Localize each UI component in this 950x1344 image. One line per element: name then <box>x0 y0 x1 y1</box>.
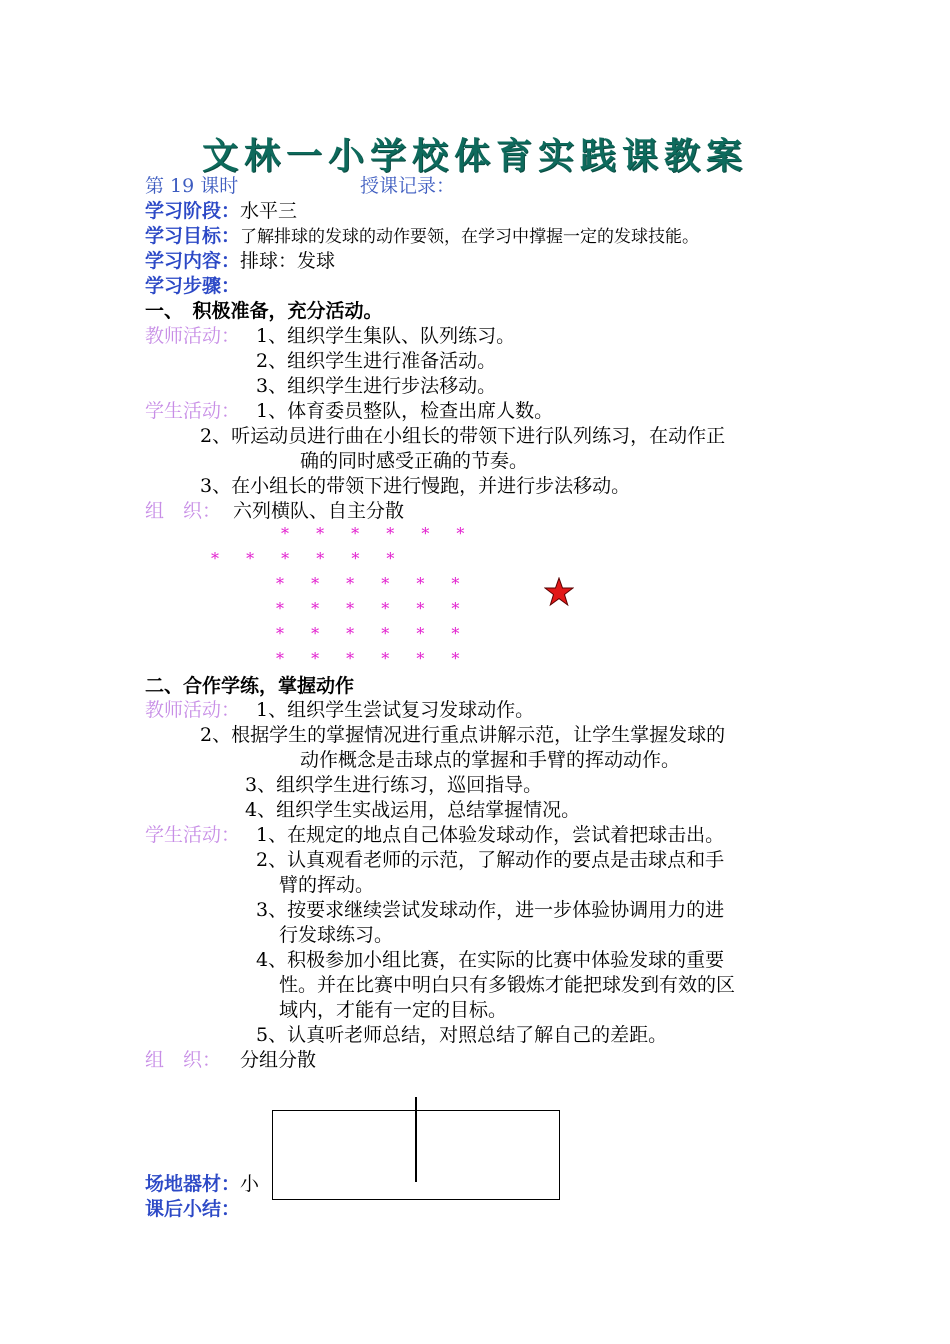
court-net-line <box>415 1097 417 1182</box>
stage-value: 水平三 <box>240 200 298 222</box>
stage-row <box>145 199 297 223</box>
section2-teacher-item: 4、组织学生实战运用，总结掌握情况。 <box>245 799 581 821</box>
equipment-value: 小 <box>240 1173 260 1195</box>
section1-student-item: 2、听运动员进行曲在小组长的带领下进行队列练习，在动作正 <box>200 425 726 447</box>
section2-student-item: 臂的挥动。 <box>279 874 375 896</box>
section2-heading: 二、合作学练，掌握动作 <box>145 675 355 697</box>
lesson-record-label: 授课记录： <box>360 175 456 197</box>
summary-label: 课后小结： <box>145 1198 241 1220</box>
section1-student-item: 1、体育委员整队，检查出席人数。 <box>256 400 554 422</box>
content-label: 学习内容： <box>145 250 241 272</box>
section2-teacher-item: 动作概念是击球点的掌握和手臂的挥动动作。 <box>300 749 681 771</box>
section1-student-label: 学生活动： <box>145 400 241 422</box>
equipment-label: 场地器材： <box>145 1173 241 1195</box>
section1-org-label: 组 织： <box>145 500 222 522</box>
section2-org-label: 组 织： <box>145 1049 222 1071</box>
goal-row <box>145 224 699 249</box>
stage-label: 学习阶段： <box>145 200 241 222</box>
section2-student-item: 2、认真观看老师的示范，了解动作的要点是击球点和手 <box>256 849 725 871</box>
section1-teacher-item: 2、组织学生进行准备活动。 <box>256 350 497 372</box>
section2-teacher-label: 教师活动： <box>145 699 241 721</box>
goal-label: 学习目标： <box>145 225 241 247</box>
formation-row: * * * * * * <box>276 599 471 618</box>
equipment-row <box>145 1172 259 1196</box>
section1-student-item: 确的同时感受正确的节奏。 <box>300 450 529 472</box>
section2-student-item: 3、按要求继续尝试发球动作，进一步体验协调用力的进 <box>256 899 725 921</box>
section2-student-item: 1、在规定的地点自己体验发球动作，尝试着把球击出。 <box>256 824 725 846</box>
formation-row: * * * * * * <box>211 549 406 568</box>
page-title: 文林一小学校体育实践课教案 <box>201 135 748 177</box>
formation-row: * * * * * * <box>276 624 471 643</box>
section2-student-item: 域内，才能有一定的目标。 <box>279 999 508 1021</box>
section1-teacher-item: 1、组织学生集队、队列练习。 <box>256 325 516 347</box>
section1-org-value: 六列横队、自主分散 <box>233 500 405 522</box>
lesson-number: 第 19 课时 <box>145 175 239 197</box>
formation-row: * * * * * * <box>281 524 476 543</box>
section1-teacher-label: 教师活动： <box>145 325 241 347</box>
section1-heading: 一、 积极准备，充分活动。 <box>145 300 383 322</box>
section2-teacher-item: 2、根据学生的掌握情况进行重点讲解示范，让学生掌握发球的 <box>200 724 726 746</box>
teacher-star-icon <box>544 577 574 607</box>
section2-teacher-item: 3、组织学生进行练习，巡回指导。 <box>245 774 543 796</box>
formation-row: * * * * * * <box>276 649 471 668</box>
section2-student-label: 学生活动： <box>145 824 241 846</box>
section1-student-item: 3、在小组长的带领下进行慢跑，并进行步法移动。 <box>200 475 631 497</box>
section2-student-item: 行发球练习。 <box>279 924 394 946</box>
section2-student-item: 4、积极参加小组比赛，在实际的比赛中体验发球的重要 <box>256 949 725 971</box>
content-row <box>145 249 335 273</box>
goal-value: 了解排球的发球的动作要领，在学习中撑握一定的发球技能。 <box>240 227 700 247</box>
section1-teacher-item: 3、组织学生进行步法移动。 <box>256 375 497 397</box>
section2-student-item: 5、认真听老师总结，对照总结了解自己的差距。 <box>256 1024 668 1046</box>
section2-org-value: 分组分散 <box>240 1049 317 1071</box>
content-value: 排球：发球 <box>240 250 336 272</box>
section2-student-item: 性。并在比赛中明白只有多锻炼才能把球发到有效的区 <box>279 974 736 996</box>
steps-label: 学习步骤： <box>145 275 241 297</box>
section2-teacher-item: 1、组织学生尝试复习发球动作。 <box>256 699 535 721</box>
formation-row: * * * * * * <box>276 574 471 593</box>
